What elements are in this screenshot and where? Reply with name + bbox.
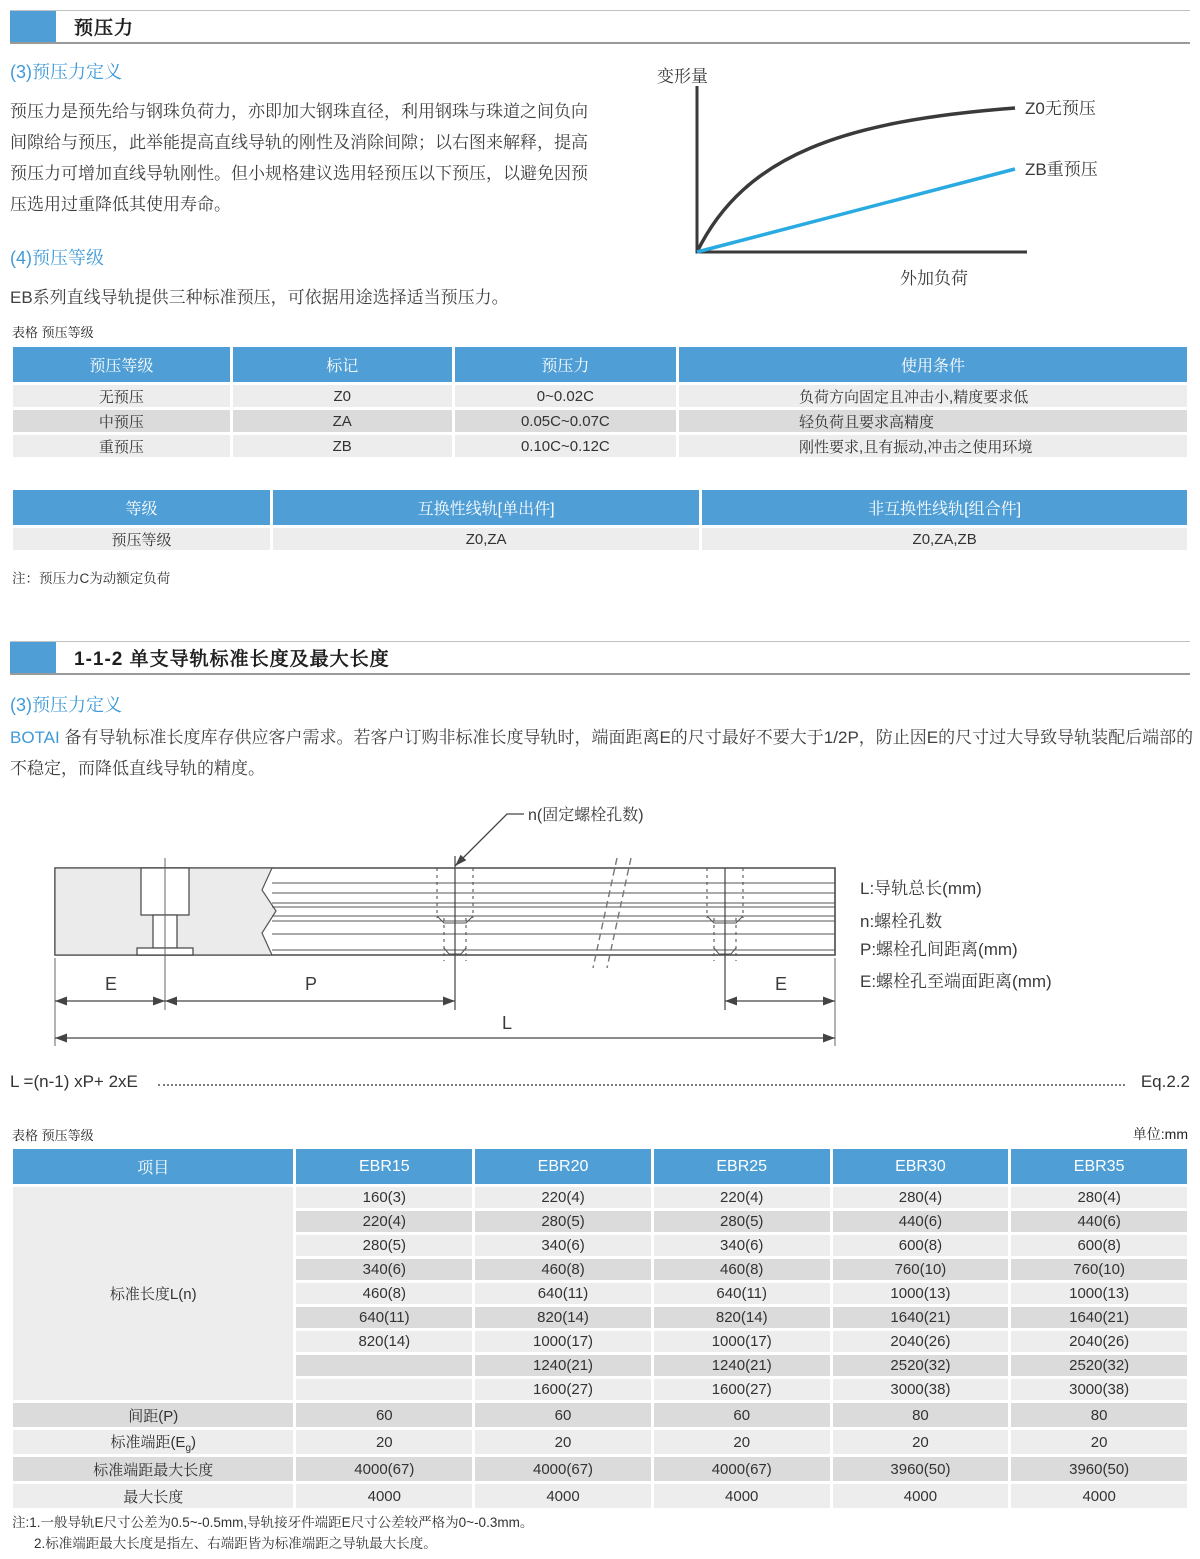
dimension-arrows (55, 997, 835, 1043)
table-row (13, 528, 1187, 550)
break-marks (593, 858, 631, 968)
table-cell: 80 (1011, 1403, 1187, 1427)
table-row (13, 1457, 1187, 1481)
band-accent-block (10, 11, 56, 42)
section-title: 预压力 (74, 18, 135, 39)
table-cell: 600(8) (1011, 1235, 1187, 1256)
series-label-zb: ZB重预压 (1025, 160, 1098, 179)
column-header: 互换性线轨[单出件] (273, 490, 699, 525)
table-caption: 表格 预压等级 (12, 325, 94, 340)
preload-chart (645, 66, 1195, 301)
x-axis-label: 外加负荷 (900, 269, 968, 288)
table-cell: 160(3) (296, 1187, 472, 1208)
table-cell: 4000(67) (296, 1457, 472, 1481)
section-band-length (10, 641, 1190, 675)
dim-label-l: L (502, 1013, 513, 1033)
row-label-text: ) (191, 1433, 197, 1451)
table-cell: 3960(50) (833, 1457, 1009, 1481)
table-cell: 20 (475, 1430, 651, 1454)
table-cell: 中预压 (13, 410, 230, 432)
footnote-2: 2.标准端距最大长度是指左、右端距皆为标准端距之导轨最大长度。 (34, 1536, 437, 1551)
table-cell: 220(4) (296, 1211, 472, 1232)
callout-label: n(固定螺栓孔数) (528, 807, 644, 824)
table-cell: 1000(13) (833, 1283, 1009, 1304)
table-cell: 0.10C~0.12C (455, 435, 676, 457)
footnotes (12, 1512, 533, 1554)
subsection-heading-length: (3)预压力定义 (10, 695, 122, 715)
table-cell: Z0 (233, 385, 452, 407)
table-cell: 0.05C~0.07C (455, 410, 676, 432)
table-caption: 表格 预压等级 (12, 1128, 94, 1143)
table-cell: 4000(67) (475, 1457, 651, 1481)
curve-zb (697, 169, 1015, 252)
table-cell (296, 1379, 472, 1400)
table-cell: 820(14) (654, 1307, 830, 1328)
preload-grade-table (10, 344, 1190, 460)
table-row (13, 385, 1187, 407)
row-label: 最大长度 (13, 1484, 293, 1508)
dim-label-e-left: E (105, 974, 118, 994)
table-cell: 3000(38) (1011, 1379, 1187, 1400)
rail-diagram-canvas (10, 798, 1190, 1063)
table-cell: 4000 (475, 1484, 651, 1508)
table-cell: 340(6) (654, 1235, 830, 1256)
table-cell: 2520(32) (1011, 1355, 1187, 1376)
column-header: EBR20 (475, 1149, 651, 1184)
table-cell: 刚性要求,且有振动,冲击之使用环境 (679, 435, 1187, 457)
row-group-label: 标准长度L(n) (13, 1187, 293, 1400)
table-cell: 4000 (1011, 1484, 1187, 1508)
table-cell: 440(6) (833, 1211, 1009, 1232)
table-cell: 60 (654, 1403, 830, 1427)
equation-formula: L =(n-1) xP+ 2xE (10, 1072, 138, 1091)
table-cell: 3960(50) (1011, 1457, 1187, 1481)
footnote-1: 注:1.一般导轨E尺寸公差为0.5~-0.5mm,导轨接牙件端距E尺寸公差较严格为0~-0.3mm。 (12, 1515, 534, 1530)
dim-label-p: P (305, 974, 318, 994)
table-cell: 2040(26) (833, 1331, 1009, 1352)
table-cell: 轻负荷且要求高精度 (679, 410, 1187, 432)
table-cell: 重预压 (13, 435, 230, 457)
table-cell: 340(6) (475, 1235, 651, 1256)
table-cell: 600(8) (833, 1235, 1009, 1256)
section-band-preload (10, 10, 1190, 44)
definition-paragraph: 预压力是预先给与钢珠负荷力，亦即加大钢珠直径，利用钢珠与珠道之间负向间隙给与预压，此举能提高直线导轨的刚性及消除间隙；以右图来解释，提高预压力可增加直线导轨刚性。但小规格建议选用轻预压以下预压，以避免因预压选用过重降低其使用寿命。 (10, 102, 588, 214)
table-cell: 20 (654, 1430, 830, 1454)
column-header: 预压力 (455, 347, 676, 382)
chart-canvas (645, 66, 1195, 301)
column-header: EBR35 (1011, 1149, 1187, 1184)
table-cell: 负荷方向固定且冲击小,精度要求低 (679, 385, 1187, 407)
y-axis-label: 变形量 (657, 67, 708, 86)
table-cell: 280(5) (296, 1235, 472, 1256)
table-cell: ZB (233, 435, 452, 457)
equation-dotted-leader (158, 1082, 1125, 1086)
table-cell: 460(8) (654, 1259, 830, 1280)
table-cell: 无预压 (13, 385, 230, 407)
table-cell: 280(5) (475, 1211, 651, 1232)
subsection-heading-definition: (3)预压力定义 (10, 62, 122, 82)
legend-item-l: L:导轨总长(mm) (860, 879, 982, 898)
section-title: 1-1-2 单支导轨标准长度及最大长度 (74, 649, 390, 670)
row-label: 标准端距最大长度 (13, 1457, 293, 1481)
table-cell: 1240(21) (475, 1355, 651, 1376)
table-cell: 1640(21) (833, 1307, 1009, 1328)
legend-item-n: n:螺栓孔数 (860, 912, 943, 931)
table-cell: 预压等级 (13, 528, 270, 550)
interchangeability-table (10, 487, 1190, 553)
brand-name: BOTAI (10, 728, 60, 747)
table-cell: 760(10) (1011, 1259, 1187, 1280)
table-cell: 4000 (654, 1484, 830, 1508)
table-cell: 2520(32) (833, 1355, 1009, 1376)
table-cell: 280(4) (1011, 1187, 1187, 1208)
preload-text-column (10, 58, 595, 313)
column-header: 等级 (13, 490, 270, 525)
equation-row (10, 1072, 1190, 1092)
table-cell: 60 (475, 1403, 651, 1427)
table-cell: 4000 (833, 1484, 1009, 1508)
table-row (13, 1484, 1187, 1508)
table-cell: 20 (1011, 1430, 1187, 1454)
table-header-row (13, 1149, 1187, 1184)
length-paragraph-text: 备有导轨标准长度库存供应客户需求。若客户订购非标准长度导轨时，端面距离E的尺寸最好不要大于1/2P，防止因E的尺寸过大导致导轨装配后端部的不稳定，而降低直线导轨的精度。 (10, 728, 1194, 778)
column-header: 使用条件 (679, 347, 1187, 382)
table-cell: 20 (833, 1430, 1009, 1454)
rail-groove-lines (272, 883, 835, 950)
table-cell: 640(11) (654, 1283, 830, 1304)
row-label-text: 标准端距(E (110, 1433, 186, 1451)
table-cell: 280(4) (833, 1187, 1009, 1208)
row-label (13, 1430, 293, 1454)
table-cell: 220(4) (475, 1187, 651, 1208)
table-cell: 3000(38) (833, 1379, 1009, 1400)
table-row (13, 1187, 1187, 1208)
unit-label: 单位:mm (1132, 1126, 1188, 1142)
table-cell: 220(4) (654, 1187, 830, 1208)
legend-item-p: P:螺栓孔间距离(mm) (860, 940, 1018, 959)
table-cell: 1600(27) (654, 1379, 830, 1400)
column-header: EBR30 (833, 1149, 1009, 1184)
table-cell: 4000 (296, 1484, 472, 1508)
column-header: 项目 (13, 1149, 293, 1184)
table-row (13, 1403, 1187, 1427)
table-cell: 4000(67) (654, 1457, 830, 1481)
diagram-legend (860, 879, 1052, 991)
column-header: EBR25 (654, 1149, 830, 1184)
table-row (13, 410, 1187, 432)
column-header: EBR15 (296, 1149, 472, 1184)
table-cell: 60 (296, 1403, 472, 1427)
dimension-lines (55, 1001, 835, 1038)
table-cell: 2040(26) (1011, 1331, 1187, 1352)
legend-item-e: E:螺栓孔至端面距离(mm) (860, 972, 1052, 991)
length-table-caption-row (12, 1124, 1188, 1144)
table-cell: 80 (833, 1403, 1009, 1427)
column-header: 非互换性线轨[组合件] (702, 490, 1187, 525)
table-cell: ZA (233, 410, 452, 432)
column-header: 预压等级 (13, 347, 230, 382)
table-cell (296, 1355, 472, 1376)
series-label-z0: Z0无预压 (1025, 99, 1096, 118)
table-cell: 820(14) (296, 1331, 472, 1352)
table-cell: 440(6) (1011, 1211, 1187, 1232)
table-cell: 1000(17) (475, 1331, 651, 1352)
table-cell: 280(5) (654, 1211, 830, 1232)
table-header-row (13, 347, 1187, 382)
table-header-row (13, 490, 1187, 525)
table-cell: 640(11) (475, 1283, 651, 1304)
rail-diagram (10, 798, 1190, 1063)
table-cell: 460(8) (296, 1283, 472, 1304)
callout-leader (455, 814, 524, 866)
preload-note: 注：预压力C为动额定负荷 (12, 571, 171, 586)
table-cell: 1600(27) (475, 1379, 651, 1400)
table-cell: 0~0.02C (455, 385, 676, 407)
table-cell: 1000(13) (1011, 1283, 1187, 1304)
table-cell: 760(10) (833, 1259, 1009, 1280)
dim-label-e-right: E (775, 974, 788, 994)
table-cell: 640(11) (296, 1307, 472, 1328)
table-row (13, 435, 1187, 457)
row-label-subscript: g (185, 1442, 192, 1454)
table-cell: 1240(21) (654, 1355, 830, 1376)
table-cell: 1000(17) (654, 1331, 830, 1352)
table-row (13, 1430, 1187, 1454)
row-label: 间距(P) (13, 1403, 293, 1427)
table-cell: 1640(21) (1011, 1307, 1187, 1328)
table-cell: 820(14) (475, 1307, 651, 1328)
table-cell: Z0,ZA (273, 528, 699, 550)
equation-tag: Eq.2.2 (1140, 1072, 1190, 1091)
column-header: 标记 (233, 347, 452, 382)
subsection-heading-grades: (4)预压等级 (10, 248, 104, 268)
standard-length-table (10, 1146, 1190, 1511)
table-cell: 20 (296, 1430, 472, 1454)
band-accent-block (10, 642, 56, 673)
mount-hole-dashed (437, 856, 743, 1010)
length-paragraph (10, 722, 1196, 784)
table-cell: 460(8) (475, 1259, 651, 1280)
grades-paragraph: EB系列直线导轨提供三种标准预压，可依据用途选择适当预压力。 (10, 288, 509, 307)
table-cell: Z0,ZA,ZB (702, 528, 1187, 550)
table-cell: 340(6) (296, 1259, 472, 1280)
